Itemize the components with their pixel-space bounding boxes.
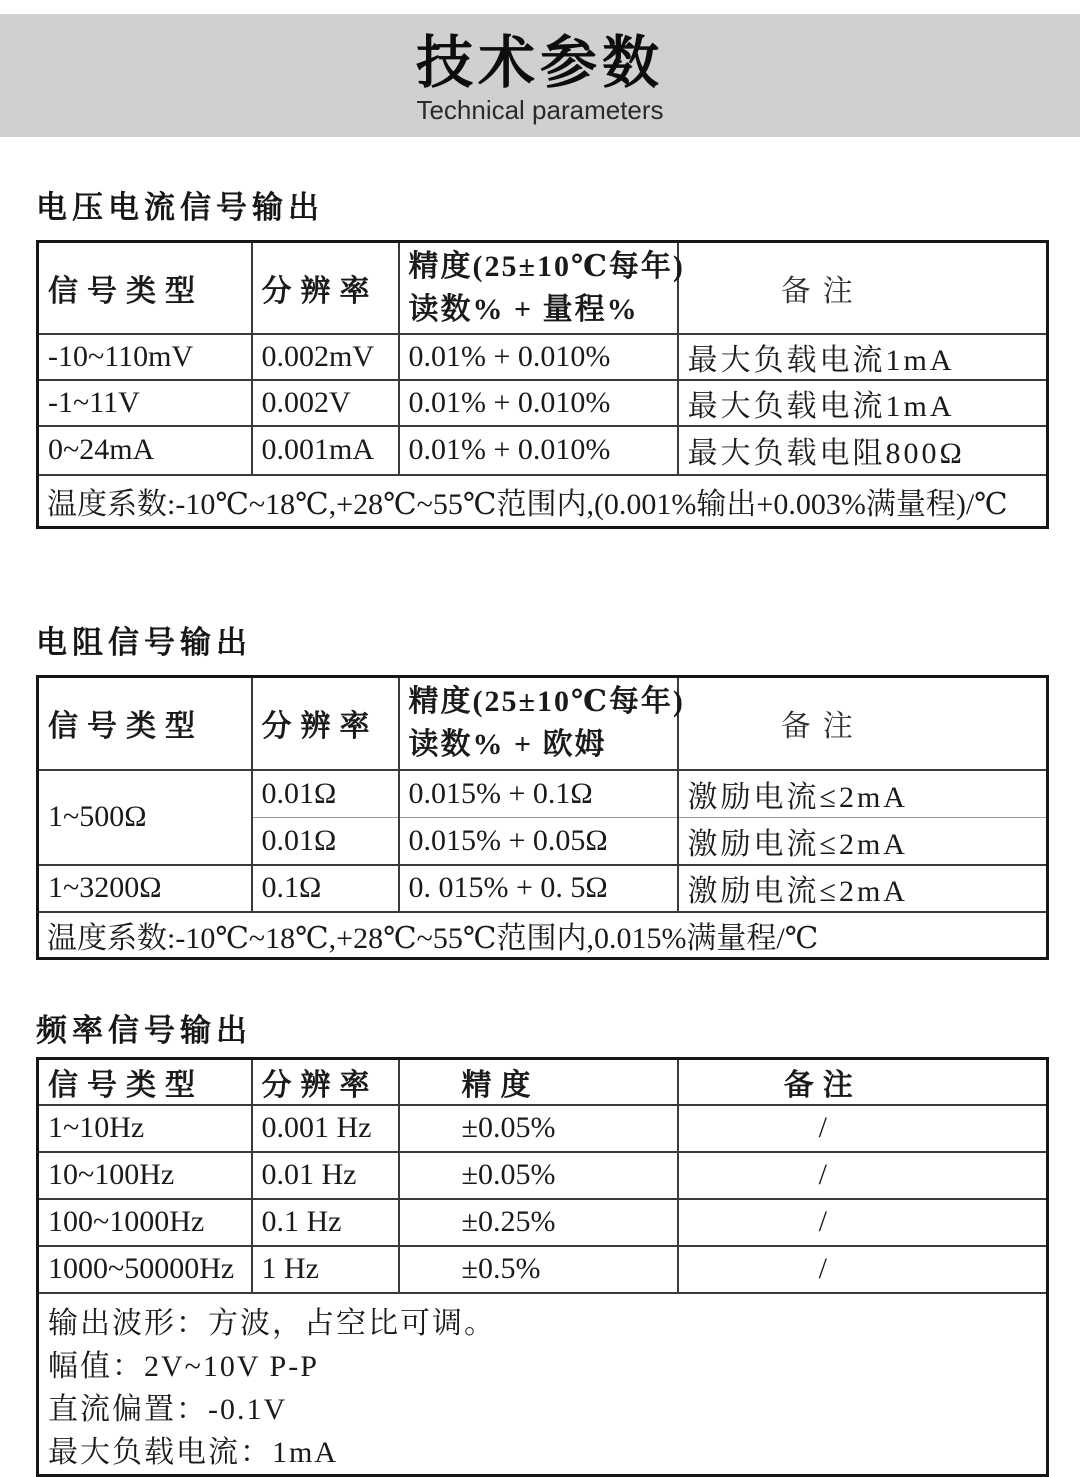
col-header-accuracy bbox=[399, 677, 685, 770]
remark-cell: 激励电流≤2mA bbox=[678, 865, 1048, 912]
remark-cell: 最大负载电流1mA bbox=[678, 334, 1048, 380]
remark-cell: 最大负载电流1mA bbox=[678, 380, 1048, 426]
resolution-cell: 0.01Ω bbox=[252, 818, 399, 865]
page-title: 技术参数 bbox=[416, 30, 664, 95]
table-row bbox=[38, 380, 1048, 426]
temperature-coefficient-note: 温度系数:-10℃~18℃,+28℃~55℃范围内,(0.001%输出+0.003%满量程)/℃ bbox=[38, 475, 1048, 528]
table-row bbox=[38, 865, 1048, 912]
accuracy-header-line1: 精度(25±10℃每年) bbox=[408, 249, 685, 283]
table-row bbox=[38, 334, 1048, 380]
accuracy-cell: ±0.05% bbox=[399, 1152, 678, 1199]
remark-cell: / bbox=[678, 1152, 1048, 1199]
note-dc-offset: 直流偏置：-0.1V bbox=[48, 1392, 288, 1426]
section-label-resistance: 电阻信号输出 bbox=[36, 625, 252, 660]
signal-type-cell: 100~1000Hz bbox=[38, 1199, 252, 1246]
remark-cell: 最大负载电阻800Ω bbox=[678, 426, 1048, 475]
col-header-resolution: 分辨率 bbox=[252, 677, 399, 770]
section-label-frequency: 频率信号输出 bbox=[36, 1012, 252, 1048]
output-notes-cell bbox=[38, 1293, 1048, 1476]
col-header-remark: 备注 bbox=[678, 242, 1048, 334]
signal-type-cell: 0~24mA bbox=[38, 426, 252, 475]
resolution-cell: 0.001mA bbox=[252, 426, 399, 475]
remark-cell: / bbox=[678, 1246, 1048, 1293]
col-header-accuracy bbox=[399, 242, 685, 334]
accuracy-cell: 0. 015% + 0. 5Ω bbox=[399, 865, 678, 912]
signal-type-cell: 1~10Hz bbox=[38, 1105, 252, 1152]
accuracy-cell: 0.01% + 0.010% bbox=[399, 334, 678, 380]
accuracy-cell: ±0.05% bbox=[399, 1105, 678, 1152]
table-header-row bbox=[38, 677, 1048, 770]
col-header-signal-type: 信号类型 bbox=[38, 677, 252, 770]
accuracy-cell: ±0.5% bbox=[399, 1246, 678, 1293]
table-row bbox=[38, 1105, 1048, 1152]
resolution-cell: 0.002V bbox=[252, 380, 399, 426]
page-content bbox=[36, 182, 1046, 1477]
table-row bbox=[38, 1152, 1048, 1199]
note-waveform: 输出波形：方波，占空比可调。 bbox=[48, 1306, 496, 1340]
col-header-remark: 备注 bbox=[678, 677, 1048, 770]
resolution-cell: 0.1Ω bbox=[252, 865, 399, 912]
col-header-signal-type: 信号类型 bbox=[38, 1058, 252, 1105]
table-notes-row bbox=[38, 1293, 1048, 1476]
col-header-resolution: 分辨率 bbox=[252, 1058, 399, 1105]
accuracy-header-line1: 精度(25±10℃每年) bbox=[408, 685, 685, 719]
table-row bbox=[38, 1199, 1048, 1246]
signal-type-cell: 10~100Hz bbox=[38, 1152, 252, 1199]
frequency-table bbox=[36, 1057, 1049, 1477]
col-header-accuracy: 精度 bbox=[399, 1058, 678, 1105]
signal-type-cell: -1~11V bbox=[38, 380, 252, 426]
table-footnote-row bbox=[38, 475, 1048, 528]
resolution-cell: 0.1 Hz bbox=[252, 1199, 399, 1246]
accuracy-header-line2: 读数% + 欧姆 bbox=[408, 728, 607, 762]
resistance-table bbox=[36, 675, 1049, 960]
resolution-cell: 0.01Ω bbox=[252, 770, 399, 818]
col-header-resolution: 分辨率 bbox=[252, 242, 399, 334]
col-header-signal-type: 信号类型 bbox=[38, 242, 252, 334]
temperature-coefficient-note: 温度系数:-10℃~18℃,+28℃~55℃范围内,0.015%满量程/℃ bbox=[38, 912, 1048, 959]
table-row bbox=[38, 1246, 1048, 1293]
remark-cell: 激励电流≤2mA bbox=[678, 818, 1048, 865]
accuracy-cell: 0.01% + 0.010% bbox=[399, 380, 678, 426]
signal-type-cell-merged: 1~500Ω bbox=[38, 770, 252, 865]
remark-cell: / bbox=[678, 1105, 1048, 1152]
signal-type-cell: -10~110mV bbox=[38, 334, 252, 380]
section-label-voltage-current: 电压电流信号输出 bbox=[36, 190, 324, 225]
resolution-cell: 0.01 Hz bbox=[252, 1152, 399, 1199]
page-subtitle: Technical parameters bbox=[416, 94, 664, 125]
table-header-row bbox=[38, 1058, 1048, 1105]
col-header-remark: 备注 bbox=[678, 1058, 1048, 1105]
remark-cell: 激励电流≤2mA bbox=[678, 770, 1048, 818]
table-row bbox=[38, 426, 1048, 475]
resolution-cell: 0.002mV bbox=[252, 334, 399, 380]
table-row bbox=[38, 770, 1048, 818]
accuracy-cell: ±0.25% bbox=[399, 1199, 678, 1246]
note-max-load-current: 最大负载电流：1mA bbox=[48, 1435, 338, 1469]
header-band bbox=[0, 14, 1080, 137]
signal-type-cell: 1~3200Ω bbox=[38, 865, 252, 912]
accuracy-cell: 0.015% + 0.05Ω bbox=[399, 818, 678, 865]
note-amplitude: 幅值：2V~10V P-P bbox=[48, 1349, 319, 1383]
accuracy-cell: 0.01% + 0.010% bbox=[399, 426, 678, 475]
table-footnote-row bbox=[38, 912, 1048, 959]
remark-cell: / bbox=[678, 1199, 1048, 1246]
signal-type-cell: 1000~50000Hz bbox=[38, 1246, 252, 1293]
accuracy-header-line2: 读数% + 量程% bbox=[408, 292, 639, 326]
resolution-cell: 1 Hz bbox=[252, 1246, 399, 1293]
accuracy-cell: 0.015% + 0.1Ω bbox=[399, 770, 678, 818]
table-header-row bbox=[38, 242, 1048, 334]
voltage-current-table bbox=[36, 240, 1049, 529]
resolution-cell: 0.001 Hz bbox=[252, 1105, 399, 1152]
